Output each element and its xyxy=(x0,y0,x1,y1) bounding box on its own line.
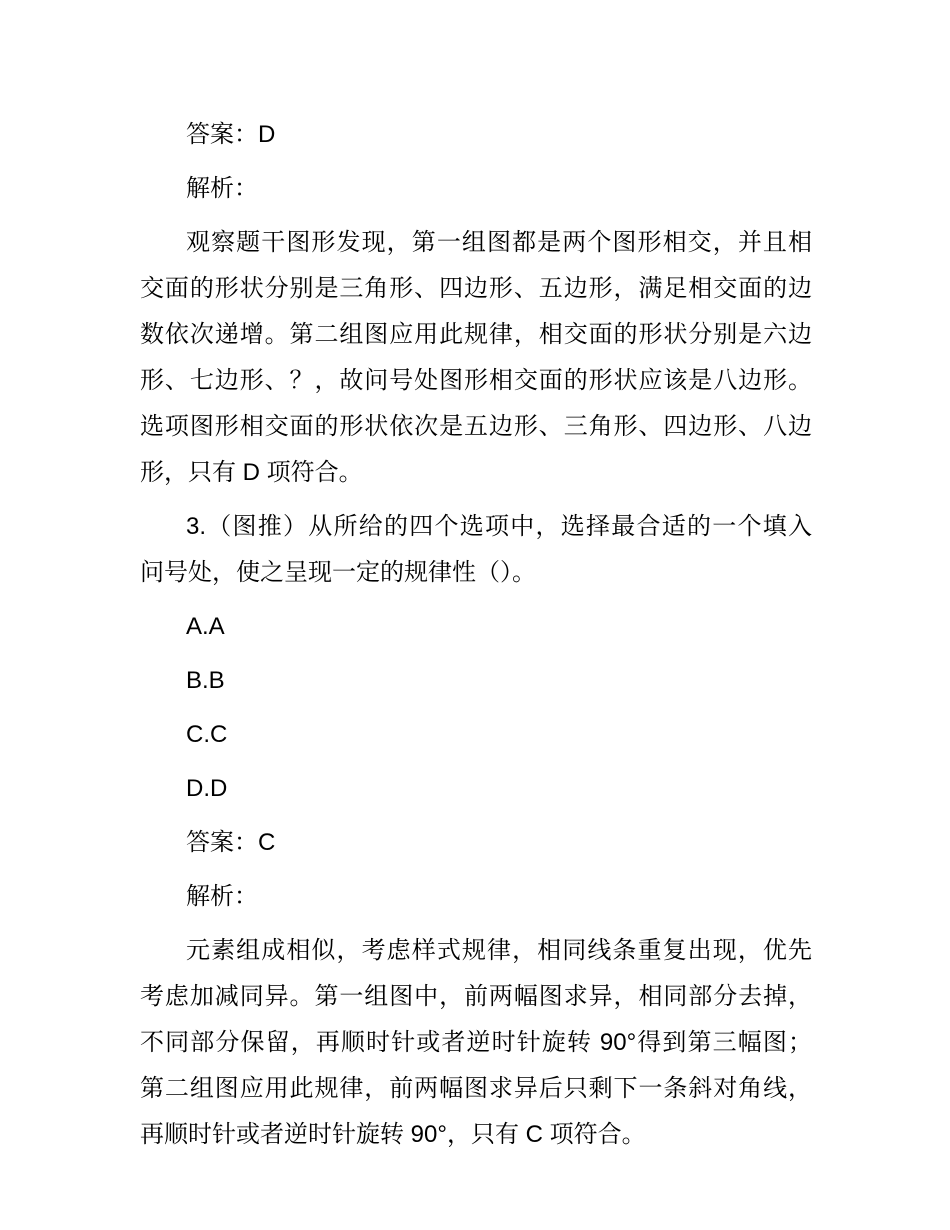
text-line: 问号处，使之呈现一定的规律性（）。 xyxy=(140,559,536,586)
text-line: 解析： xyxy=(186,175,258,202)
text-line: A.A xyxy=(186,613,225,640)
text-line: 答案：C xyxy=(186,829,276,856)
option-d xyxy=(140,766,812,812)
text-line: 元素组成相似，考虑样式规律，相同线条重复出现，优先 xyxy=(186,937,812,964)
text-line: 第二组图应用此规律，前两幅图求异后只剩下一条斜对角线， xyxy=(140,1075,812,1102)
option-b xyxy=(140,658,812,704)
answer-line-q2 xyxy=(140,112,812,158)
text-line: 选项图形相交面的形状依次是五边形、三角形、四边形、八边 xyxy=(140,413,812,440)
text-line: 再顺时针或者逆时针旋转 90°，只有 C 项符合。 xyxy=(140,1121,646,1148)
answer-line-q3 xyxy=(140,820,812,866)
text-line: 交面的形状分别是三角形、四边形、五边形，满足相交面的边 xyxy=(140,275,812,302)
text-line: B.B xyxy=(186,667,225,694)
text-line: 解析： xyxy=(186,883,258,910)
text-line: 数依次递增。第二组图应用此规律，相交面的形状分别是六边 xyxy=(140,321,812,348)
text-line: 不同部分保留，再顺时针或者逆时针旋转 90°得到第三幅图； xyxy=(140,1029,812,1056)
option-c xyxy=(140,712,812,758)
text-line: 3.（图推）从所给的四个选项中，选择最合适的一个填入 xyxy=(186,513,812,540)
text-line: C.C xyxy=(186,721,228,748)
analysis-heading-q3 xyxy=(140,874,812,920)
text-line: 考虑加减同异。第一组图中，前两幅图求异，相同部分去掉， xyxy=(140,983,812,1010)
analysis-paragraph-q3 xyxy=(140,928,812,1158)
text-line: 形、七边形、？，故问号处图形相交面的形状应该是八边形。 xyxy=(140,367,812,394)
analysis-paragraph-q2 xyxy=(140,220,812,496)
text-line: D.D xyxy=(186,775,228,802)
text-line: 答案：D xyxy=(186,121,276,148)
text-line: 观察题干图形发现，第一组图都是两个图形相交，并且相 xyxy=(186,229,812,256)
option-a xyxy=(140,604,812,650)
text-line: 形，只有 D 项符合。 xyxy=(140,459,363,486)
question-3-stem xyxy=(140,504,812,596)
analysis-heading-q2 xyxy=(140,166,812,212)
